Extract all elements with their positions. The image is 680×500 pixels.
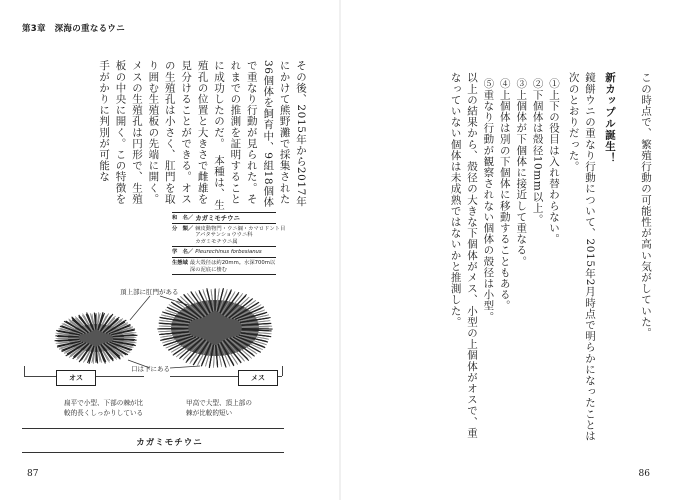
class-line: アバタサンショウウニ科 <box>195 232 253 239</box>
figure-title: カガミモチウニ <box>136 438 203 448</box>
body-paragraph: 鏡餅ウニの重なり行動について、2015年2月時点で明らかになったことは次のとおりだった。 <box>567 72 596 442</box>
info-key: 分 類／ <box>172 225 194 232</box>
section-heading: 新カップル誕生！ <box>604 72 616 164</box>
female-caption <box>186 398 252 418</box>
right-body-text <box>565 72 598 444</box>
findings-list <box>480 78 562 444</box>
right-page <box>341 0 680 500</box>
list-item: ⑤重なり行動が観察されない個体の殻径は小型。 <box>482 78 495 323</box>
list-item: ②下個体は殻径10mm以上。 <box>531 78 544 225</box>
mouth-label: 口は下にある <box>131 365 170 373</box>
conclusion-paragraph: 以上の結果から、殻径の大きな下個体がメス、小型の上個体がオスで、重なっていない個体は未成熟ではないかと推測した。 <box>449 72 478 439</box>
page-number: 87 <box>27 469 39 479</box>
caption-line: 甲高で大型、頂上部の <box>186 399 252 407</box>
male-caption <box>64 398 143 418</box>
info-key: 和 名／ <box>172 215 194 221</box>
page-number: 86 <box>638 469 650 479</box>
scientific-name: Pleurechinus forbesianus <box>195 249 262 256</box>
female-label: メス <box>238 370 278 386</box>
species-name: カガミモチウニ <box>195 214 240 222</box>
anus-label: 頂上部に肛門がある <box>120 288 179 296</box>
body-paragraph: その後、2015年から2017年にかけて熊野灘で採集された36個体を飼育中、9組18個体で重なり行動が見られた。それまでの推測を証明することに成功したのだ。 本種は、生殖孔の位置と大きさで雌雄を見分けることができる。オスの生殖孔は小さく、肛門を取り囲む生殖板の先端に開く。メスの生殖孔は円形で、生殖板の中央に開く。この特徴を手がかりに判別が可能な <box>98 60 307 211</box>
list-item: ④上個体は別の下個体に移動することもある。 <box>498 78 511 312</box>
list-item: ③上個体が下個体に接近して重なる。 <box>515 78 528 267</box>
female-urchin <box>157 288 272 368</box>
figure-rule <box>22 452 284 453</box>
urchin-illustration <box>0 0 339 500</box>
male-bracket-tick <box>24 366 26 376</box>
running-head: 第3章 深海の重なるウニ <box>22 24 126 34</box>
male-urchin <box>55 312 138 364</box>
info-key: 学 名／ <box>172 249 194 256</box>
female-bracket-tick <box>282 366 284 376</box>
info-key: 生態域 <box>172 259 188 266</box>
caption-line: 棘が比較的短い <box>186 409 233 417</box>
male-label: オス <box>56 370 96 386</box>
class-line: 棘皮動物門・ウニ綱・カマロドント目 <box>195 225 286 232</box>
conclusion-text <box>447 72 480 444</box>
left-page <box>0 0 339 500</box>
figure-rule <box>22 428 284 429</box>
caption-line: 較的長くしっかりしている <box>64 409 144 417</box>
class-line: カガミモチウニ属 <box>195 238 238 245</box>
intro-text <box>638 72 654 444</box>
caption-line: 扁平で小型、下部の棘が比 <box>64 399 144 407</box>
habitat: 最大殻径は約20mm。水深700m以深の泥底に棲む <box>189 259 276 273</box>
list-item: ①上下の役目は入れ替わらない。 <box>548 78 560 245</box>
intro-paragraph: この時点で、繁殖行動の可能性が高い気がしていた。 <box>640 72 652 339</box>
